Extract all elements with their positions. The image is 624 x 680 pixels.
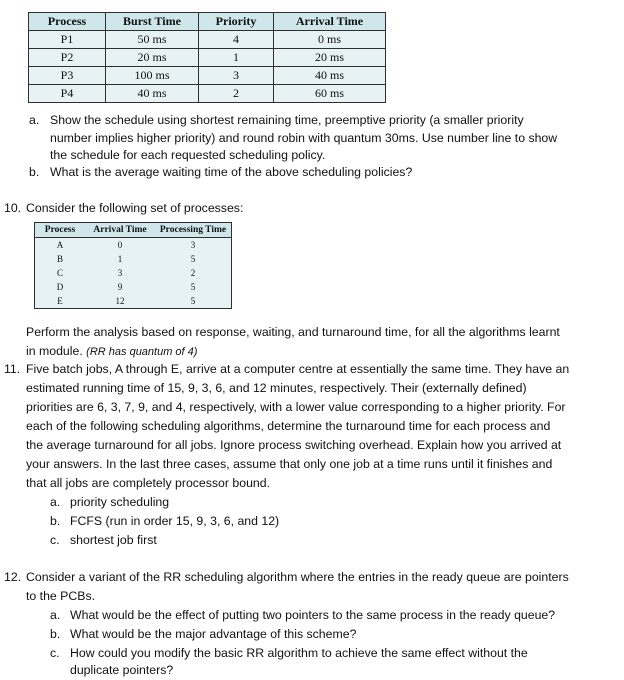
- list-item: priority scheduling: [70, 495, 170, 509]
- question-number: 12.: [4, 570, 22, 584]
- q10-line: [26, 342, 197, 361]
- q11-line: the average turnaround for all jobs. Ignore process switching overhead. Explain how you arrived at: [26, 438, 562, 452]
- table-header: Burst Time: [106, 13, 199, 31]
- q9a-line: number implies higher priority) and round robin with quantum 30ms. Use number line to show: [50, 131, 558, 145]
- q11-line: your answers. In the last three cases, assume that only one job at a time runs until it finishes and: [26, 457, 553, 471]
- table-row: [35, 252, 232, 266]
- q11-line: estimated running time of 15, 9, 3, 6, and 12 minutes, respectively. Their (externally defined): [26, 381, 527, 395]
- table-cell: 0: [85, 238, 155, 253]
- table-row: [29, 49, 386, 67]
- list-marker: a.: [29, 113, 40, 127]
- table-row: [29, 31, 386, 49]
- table-cell: 2: [199, 85, 274, 103]
- q9a-line: the schedule for each requested scheduling policy.: [50, 148, 326, 162]
- table-row: [35, 294, 232, 309]
- list-marker: a.: [50, 495, 61, 509]
- table-cell: 20 ms: [106, 49, 199, 67]
- list-marker: c.: [50, 533, 60, 547]
- q10-line: Perform the analysis based on response, waiting, and turnaround time, for all the algorithms learnt: [26, 325, 560, 339]
- table-cell: P4: [29, 85, 106, 103]
- table-header-row: [35, 223, 232, 238]
- table-cell: 3: [199, 67, 274, 85]
- list-marker: b.: [50, 627, 61, 641]
- q11-line: that all jobs are completely processor bound.: [26, 476, 271, 490]
- table-row: [35, 280, 232, 294]
- table-row: [29, 67, 386, 85]
- list-marker: b.: [29, 165, 40, 179]
- table-cell: D: [35, 280, 86, 294]
- table-header: Process: [29, 13, 106, 31]
- list-item: What would be the effect of putting two pointers to the same process in the ready queue?: [70, 608, 556, 622]
- table-cell: B: [35, 252, 86, 266]
- table-cell: A: [35, 238, 86, 253]
- processes-table: [34, 222, 232, 309]
- list-marker: a.: [50, 608, 61, 622]
- table-cell: 4: [199, 31, 274, 49]
- table-cell: 1: [85, 252, 155, 266]
- q9b-line: What is the average waiting time of the above scheduling policies?: [50, 165, 413, 179]
- table-header: Arrival Time: [274, 13, 386, 31]
- question-number: 10.: [4, 201, 22, 215]
- table-cell: 5: [155, 252, 232, 266]
- q9a-line: Show the schedule using shortest remaining time, preemptive priority (a smaller priority: [50, 113, 524, 127]
- q10-line-text: in module.: [26, 344, 83, 358]
- table-cell: 5: [155, 280, 232, 294]
- table-cell: 20 ms: [274, 49, 386, 67]
- table-cell: 5: [155, 294, 232, 309]
- table-cell: 60 ms: [274, 85, 386, 103]
- table-cell: E: [35, 294, 86, 309]
- table-cell: 100 ms: [106, 67, 199, 85]
- table-cell: 3: [155, 238, 232, 253]
- table-header-row: [29, 13, 386, 31]
- table-cell: 9: [85, 280, 155, 294]
- q12-line: Consider a variant of the RR scheduling algorithm where the entries in the ready queue are pointers: [26, 570, 569, 584]
- table-cell: 1: [199, 49, 274, 67]
- table-row: [35, 266, 232, 280]
- table-cell: 40 ms: [106, 85, 199, 103]
- list-marker: b.: [50, 514, 61, 528]
- list-item: shortest job first: [70, 533, 157, 547]
- table-header: Process: [35, 223, 86, 238]
- table-cell: 40 ms: [274, 67, 386, 85]
- table-cell: 50 ms: [106, 31, 199, 49]
- process-table: [28, 12, 386, 103]
- q11-line: priorities are 6, 3, 7, 9, and 4, respectively, with a lower value corresponding to a higher priority. For: [26, 400, 566, 414]
- table-header: Processing Time: [155, 223, 232, 238]
- table-cell: P2: [29, 49, 106, 67]
- table-header: Priority: [199, 13, 274, 31]
- list-item: What would be the major advantage of this scheme?: [70, 627, 357, 641]
- list-item: FCFS (run in order 15, 9, 3, 6, and 12): [70, 514, 280, 528]
- table-row: [35, 238, 232, 253]
- rr-quantum-note: (RR has quantum of 4): [86, 346, 198, 358]
- question-number: 11.: [4, 362, 21, 376]
- table-cell: 2: [155, 266, 232, 280]
- q12-line: to the PCBs.: [26, 589, 96, 603]
- table-cell: 3: [85, 266, 155, 280]
- list-item: How could you modify the basic RR algorithm to achieve the same effect without the: [70, 646, 528, 660]
- table-cell: 12: [85, 294, 155, 309]
- q11-line: each of the following scheduling algorithms, determine the turnaround time for each process and: [26, 419, 551, 433]
- q11-line: Five batch jobs, A through E, arrive at a computer centre at essentially the same time. They have an: [26, 362, 570, 376]
- table-header: Arrival Time: [85, 223, 155, 238]
- table-cell: P3: [29, 67, 106, 85]
- table-cell: 0 ms: [274, 31, 386, 49]
- table-row: [29, 85, 386, 103]
- list-marker: c.: [50, 646, 60, 660]
- q10-title: Consider the following set of processes:: [26, 201, 244, 215]
- table-cell: P1: [29, 31, 106, 49]
- list-item-continuation: duplicate pointers?: [70, 663, 174, 677]
- table-cell: C: [35, 266, 86, 280]
